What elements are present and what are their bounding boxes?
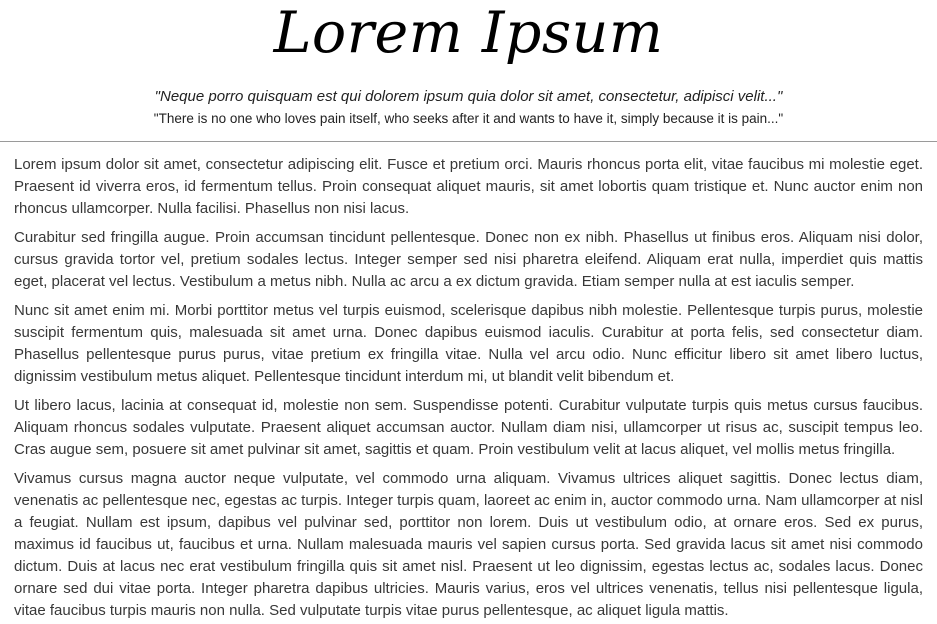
english-quote: "There is no one who loves pain itself, who seeks after it and wants to have it, simply because it is pain..." bbox=[153, 111, 784, 126]
body-paragraph: Curabitur sed fringilla augue. Proin accumsan tincidunt pellentesque. Donec non ex nibh. Phasellus ut finibus eros. Aliquam nisi dolor, cursus gravida tortor vel, pretium sodales lectus. Integer semper sed nisi pharetra eleifend. Aliquam erat nulla, imperdiet quis mattis eget, placerat vel lectus. Vestibulum a metus nibh. Nulla ac arcu a ex dictum gravida. Etiam semper nulla at est iaculis semper. bbox=[14, 229, 923, 290]
body-paragraph: Vivamus cursus magna auctor neque vulputate, vel commodo urna aliquam. Vivamus ultrices aliquet sagittis. Donec lectus diam, venenatis ac pellentesque nec, egestas ac turpis. Integer turpis quam, laoreet ac enim in, auctor commodo urna. Nam ullamcorper at nisl a feugiat. Nullam est ipsum, dapibus vel pulvinar sed, porttitor non lorem. Duis ut vestibulum odio, at ornare eros. Sed ex purus, maximus id faucibus ut, faucibus et urna. Nullam malesuada mauris vel sapien cursus porta. Sed gravida lacus sit amet nisi commodo dictum. Duis at lacus nec erat vestibulum fringilla quis sit amet nisl. Praesent ut leo dignissim, egestas lectus ac, sodales lacus. Donec ornare sed dui vitae porta. Integer pharetra dapibus ultricies. Mauris varius, eros vel ultrices venenatis, tellus nisi pellentesque ligula, vitae faucibus turpis mauris non nulla. Sed vulputate turpis vitae purus pellentesque, ac aliquet ligula mattis. bbox=[14, 470, 923, 619]
body-paragraph: Ut libero lacus, lacinia at consequat id, molestie non sem. Suspendisse potenti. Curabitur vulputate turpis quis metus cursus faucibus. Aliquam rhoncus sodales vulputate. Praesent aliquet accumsan auctor. Nullam diam nisi, ullamcorper ut risus ac, suscipit tempus leo. Cras augue sem, posuere sit amet pulvinar sit amet, sagittis et quam. Proin vestibulum velit at lacus aliquet, vel mollis metus fringilla. bbox=[14, 397, 923, 458]
body-paragraph: Lorem ipsum dolor sit amet, consectetur adipiscing elit. Fusce et pretium orci. Mauris rhoncus porta elit, vitae faucibus mi molestie eget. Praesent id viverra eros, id fermentum tellus. Proin consequat aliquet mauris, sit amet lobortis quam tristique et. Nunc auctor enim non rhoncus ullamcorper. Nulla facilisi. Phasellus non nisi lacus. bbox=[14, 156, 923, 217]
body-content bbox=[0, 142, 937, 622]
latin-quote: "Neque porro quisquam est qui dolorem ipsum quia dolor sit amet, consectetur, adipisci velit..." bbox=[154, 88, 783, 105]
page-header bbox=[0, 0, 937, 127]
page-title: Lorem Ipsum bbox=[273, 0, 664, 66]
body-paragraph: Nunc sit amet enim mi. Morbi porttitor metus vel turpis euismod, scelerisque dapibus nibh molestie. Pellentesque turpis purus, molestie suscipit fermentum quis, malesuada sit amet urna. Donec dapibus euismod iaculis. Curabitur at porta felis, sed consectetur diam. Phasellus pellentesque purus purus, vitae pretium ex fringilla vitae. Nulla vel arcu odio. Nunc efficitur libero sit amet libero luctus, dignissim vestibulum metus aliquet. Pellentesque tincidunt interdum mi, ut blandit velit bibendum et. bbox=[14, 302, 923, 385]
